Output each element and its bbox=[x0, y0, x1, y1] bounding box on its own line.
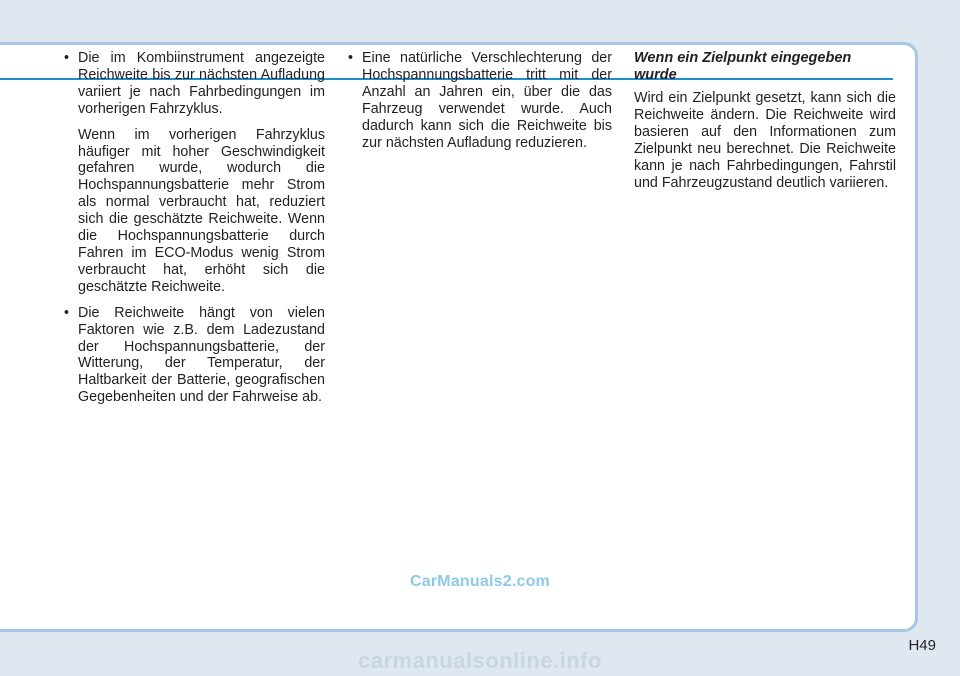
section-heading-destination: Wenn ein Zielpunkt eingegeben wurde bbox=[634, 50, 852, 83]
bullet-range-factors: • Die Reichweite hängt von vielen Faktoren wie z.B. dem Ladezustand der Hochspannungsbatterie, der Witterung, der Temperatur, der Haltbarkeit der Batterie, geografischen Gegebenheiten und der Fahrweise ab. bbox=[62, 305, 325, 406]
bullet-battery-degradation: • Eine natürliche Verschlechterung der Hochspannungsbatterie tritt mit der Anzahl an Jahren ein, über die das Fahrzeug verwendet wurde. Auch dadurch kann sich die Reichweite bis zur nächsten Aufladung reduzieren. bbox=[346, 50, 612, 151]
watermark-carmanuals2: CarManuals2.com bbox=[410, 573, 550, 590]
footer-watermark: carmanualsonline.info bbox=[358, 648, 602, 673]
paragraph-destination: Wird ein Zielpunkt gesetzt, kann sich die Reichweite ändern. Die Reichweite wird basieren auf den Informationen zum Zielpunkt neu berechnet. Die Reichweite kann je nach Fahrbedingungen, Fahrstil und Fahrzeugzustand deutlich variieren. bbox=[634, 90, 896, 191]
paragraph-driving-cycle: Wenn im vorherigen Fahrzyklus häufiger mit hoher Geschwindigkeit gefahren wurde, wodurch die Hochspannungsbatterie mehr Strom als normal verbraucht hat, reduziert sich die geschätzte Reichweite. Wenn die Hochspannungsbatterie durch Fahren im ECO-Modus wenig Strom verbraucht hat, erhöht sich die geschätzte Reichweite. bbox=[78, 126, 325, 295]
column-right bbox=[634, 50, 896, 191]
column-left bbox=[62, 50, 325, 415]
bullet-range-display: • Die im Kombiinstrument angezeigte Reichweite bis zur nächsten Aufladung variiert je nach Fahrbedingungen im vorherigen Fahrzyklus. bbox=[62, 50, 325, 118]
page-number: H49 bbox=[908, 637, 936, 654]
column-middle bbox=[346, 50, 612, 160]
